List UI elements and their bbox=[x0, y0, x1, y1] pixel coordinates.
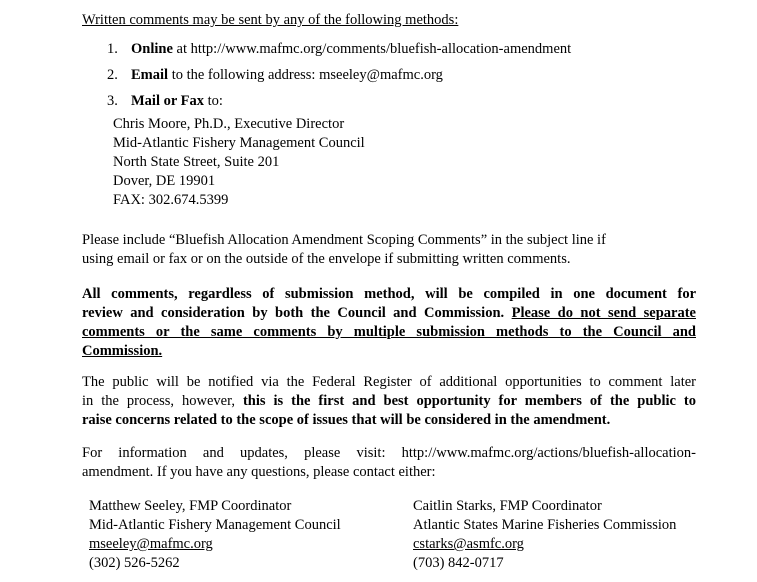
list-number: 2. bbox=[107, 67, 118, 83]
address-line: Dover, DE 19901 bbox=[113, 173, 216, 189]
paragraph-line: amendment. If you have any questions, please contact either: bbox=[82, 464, 436, 480]
address-line: FAX: 302.674.5399 bbox=[113, 192, 229, 208]
public-note bbox=[82, 373, 696, 430]
contact-starks bbox=[413, 497, 676, 573]
public-bold: this is the first and best opportunity for members of the public to bbox=[242, 393, 696, 409]
paragraph-line: Commission. bbox=[82, 343, 163, 359]
address-line: North State Street, Suite 201 bbox=[113, 154, 280, 170]
paragraph-line: All comments, regardless of submission method, will be compiled in one document for bbox=[82, 286, 696, 302]
list-number: 3. bbox=[107, 93, 118, 109]
paragraph-line: For information and updates, please visit: http://www.mafmc.org/actions/bluefish-allocation- bbox=[82, 445, 696, 461]
public-plain: in the process, however, bbox=[82, 393, 243, 409]
paragraph-line: Please include “Bluefish Allocation Amendment Scoping Comments” in the subject line if bbox=[82, 232, 606, 248]
subject-note bbox=[82, 231, 606, 269]
contact-email-link[interactable]: cstarks@asmfc.org bbox=[413, 536, 524, 552]
intro-heading: Written comments may be sent by any of the following methods: bbox=[82, 12, 459, 28]
paragraph-line bbox=[82, 392, 696, 411]
paragraph-line bbox=[82, 304, 696, 323]
address-line: Chris Moore, Ph.D., Executive Director bbox=[113, 116, 345, 132]
method-label: Email bbox=[131, 67, 169, 83]
contact-email-link[interactable]: mseeley@mafmc.org bbox=[89, 536, 213, 552]
contact-org: Mid-Atlantic Fishery Management Council bbox=[89, 517, 341, 533]
method-label: Mail or Fax bbox=[131, 93, 205, 109]
contact-phone: (703) 842-0717 bbox=[413, 555, 504, 571]
paragraph-line: The public will be notified via the Federal Register of additional opportunities to comment later bbox=[82, 374, 696, 390]
contact-phone: (302) 526-5262 bbox=[89, 555, 180, 571]
method-label: Online bbox=[131, 41, 173, 57]
compiled-plain: review and consideration by both the Council and Commission. bbox=[82, 305, 512, 321]
paragraph-line: using email or fax or on the outside of the envelope if submitting written comments. bbox=[82, 251, 571, 267]
method-text: to: bbox=[204, 93, 223, 109]
contact-name: Caitlin Starks, FMP Coordinator bbox=[413, 498, 602, 514]
method-online bbox=[107, 40, 571, 59]
address-line: Mid-Atlantic Fishery Management Council bbox=[113, 135, 365, 151]
compiled-note bbox=[82, 285, 696, 361]
contact-seeley bbox=[89, 497, 341, 573]
method-text: at http://www.mafmc.org/comments/bluefish-allocation-amendment bbox=[172, 41, 572, 57]
paragraph-line: raise concerns related to the scope of issues that will be considered in the amendment. bbox=[82, 412, 611, 428]
compiled-underlined: Please do not send separate bbox=[511, 305, 696, 321]
list-number: 1. bbox=[107, 41, 118, 57]
contact-name: Matthew Seeley, FMP Coordinator bbox=[89, 498, 292, 514]
method-mail-fax bbox=[107, 92, 223, 111]
mail-address-block bbox=[113, 115, 365, 210]
contact-org: Atlantic States Marine Fisheries Commission bbox=[413, 517, 677, 533]
paragraph-line: comments or the same comments by multiple submission methods to the Council and bbox=[82, 324, 696, 340]
info-note bbox=[82, 444, 696, 482]
method-email bbox=[107, 66, 443, 85]
method-text: to the following address: mseeley@mafmc.org bbox=[168, 67, 443, 83]
